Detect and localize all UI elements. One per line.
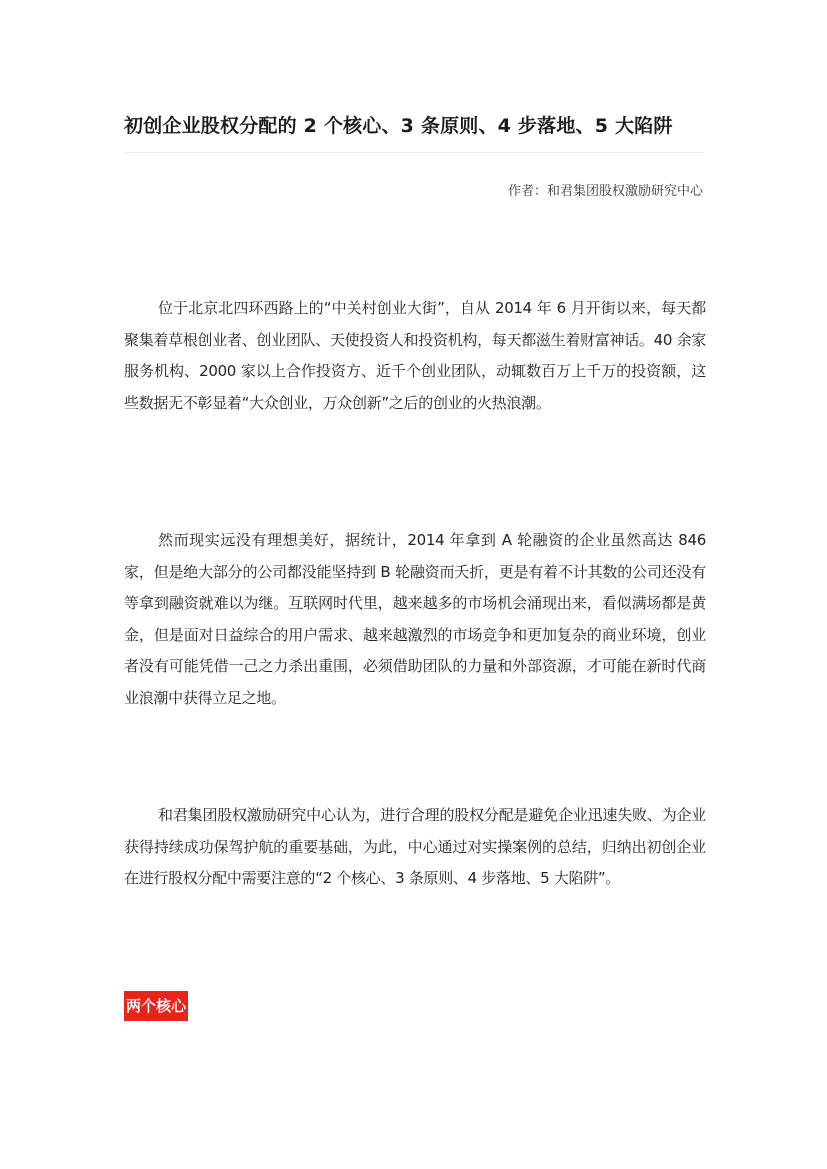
paragraph-intro: 位于北京北四环西路上的“中关村创业大街”，自从 2014 年 6 月开街以来，每天都聚集着草根创业者、创业团队、天使投资人和投资机构，每天都滋生着财富神话。40 余家服务机构、2000 家以上合作投资方、近千个创业团队，动辄数百万上千万的投资额，这些数据无不彰显着“大众创业，万众创新”之后的创业的火热浪潮。	[124, 299, 706, 412]
section-heading-two-cores: 两个核心	[124, 991, 188, 1021]
paragraph-reality: 然而现实远没有理想美好，据统计，2014 年拿到 A 轮融资的企业虽然高达 846 家，但是绝大部分的公司都没能坚持到 B 轮融资而夭折，更是有着不计其数的公司还没有等拿到融资就难以为继。互联网时代里，越来越多的市场机会涌现出来，看似满场都是黄金，但是面对日益综合的用户需求、越来越激烈的市场竞争和更加复杂的商业环境，创业者没有可能凭借一己之力杀出重围，必须借助团队的力量和外部资源，才可能在新时代商业浪潮中获得立足之地。	[124, 531, 706, 707]
title-divider	[124, 152, 704, 153]
article-author: 作者：和君集团股权激励研究中心	[507, 184, 703, 199]
article-title: 初创企业股权分配的 2 个核心、3 条原则、4 步落地、5 大陷阱	[124, 115, 673, 137]
paragraph-summary: 和君集团股权激励研究中心认为，进行合理的股权分配是避免企业迅速失败、为企业获得持续成功保驾护航的重要基础，为此，中心通过对实操案例的总结，归纳出初创企业在进行股权分配中需要注意的“2 个核心、3 条原则、4 步落地、5 大陷阱”。	[124, 806, 706, 887]
